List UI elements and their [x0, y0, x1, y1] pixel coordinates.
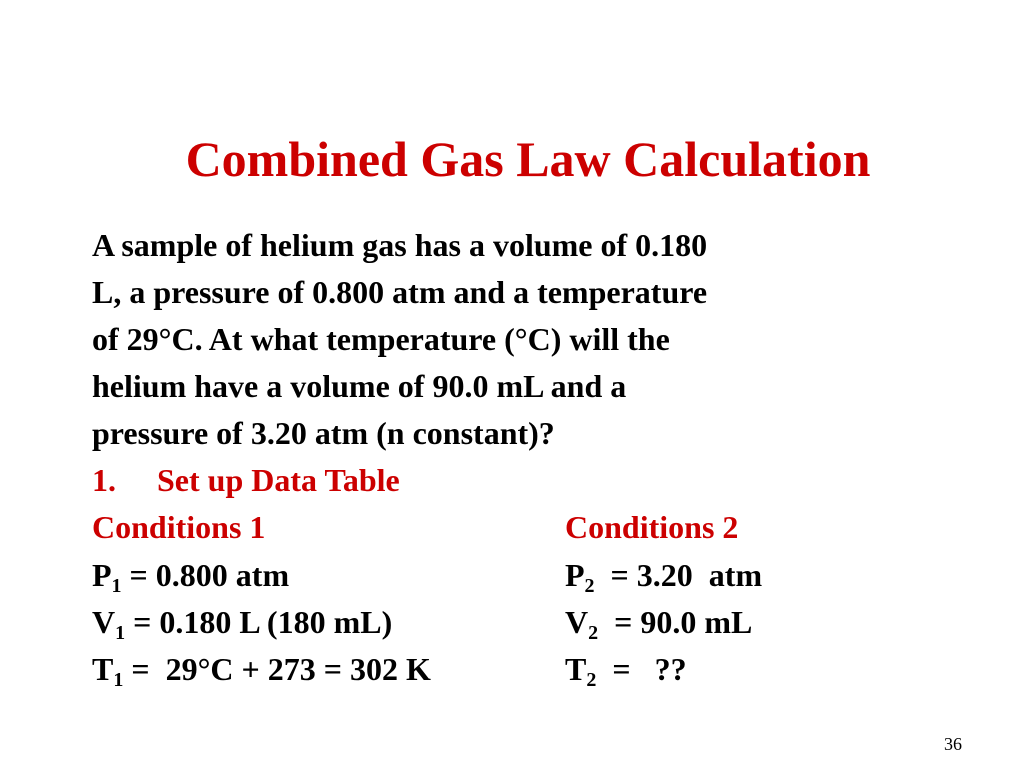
problem-line-3: of 29°C. At what temperature (°C) will the [92, 321, 670, 357]
v2-value: = 90.0 mL [598, 604, 753, 640]
v2-row [565, 599, 752, 646]
problem-line-4: helium have a volume of 90.0 mL and a [92, 368, 627, 404]
p1-value: = 0.800 atm [121, 557, 290, 593]
v2-sub: 2 [588, 622, 599, 644]
t2-sub: 2 [586, 669, 597, 691]
v2-var: V [565, 604, 589, 640]
p2-var: P [565, 557, 585, 593]
step-number: 1. [92, 462, 116, 498]
t2-var: T [565, 651, 587, 687]
t1-value: = 29°C + 273 = 302 K [123, 651, 431, 687]
v1-row [92, 599, 392, 646]
problem-line-2: L, a pressure of 0.800 atm and a temperature [92, 274, 708, 310]
t1-row [92, 646, 431, 693]
p2-sub: 2 [584, 575, 595, 597]
page-number: 36 [944, 734, 962, 754]
v1-value: = 0.180 L (180 mL) [125, 604, 393, 640]
slide-title: Combined Gas Law Calculation [185, 131, 871, 187]
t1-var: T [92, 651, 114, 687]
conditions-1-header: Conditions 1 [92, 509, 266, 545]
p1-sub: 1 [111, 575, 122, 597]
conditions-2-header: Conditions 2 [565, 509, 739, 545]
v1-var: V [92, 604, 116, 640]
p2-value: = 3.20 atm [594, 557, 763, 593]
step-label: Set up Data Table [157, 462, 400, 498]
p1-var: P [92, 557, 112, 593]
problem-line-5: pressure of 3.20 atm (n constant)? [92, 415, 555, 451]
problem-line-1: A sample of helium gas has a volume of 0.180 [92, 227, 708, 263]
v1-sub: 1 [115, 622, 126, 644]
t1-sub: 1 [113, 669, 124, 691]
t2-row [565, 646, 687, 693]
t2-value: = ?? [596, 651, 687, 687]
p2-row [565, 552, 762, 599]
p1-row [92, 552, 289, 599]
